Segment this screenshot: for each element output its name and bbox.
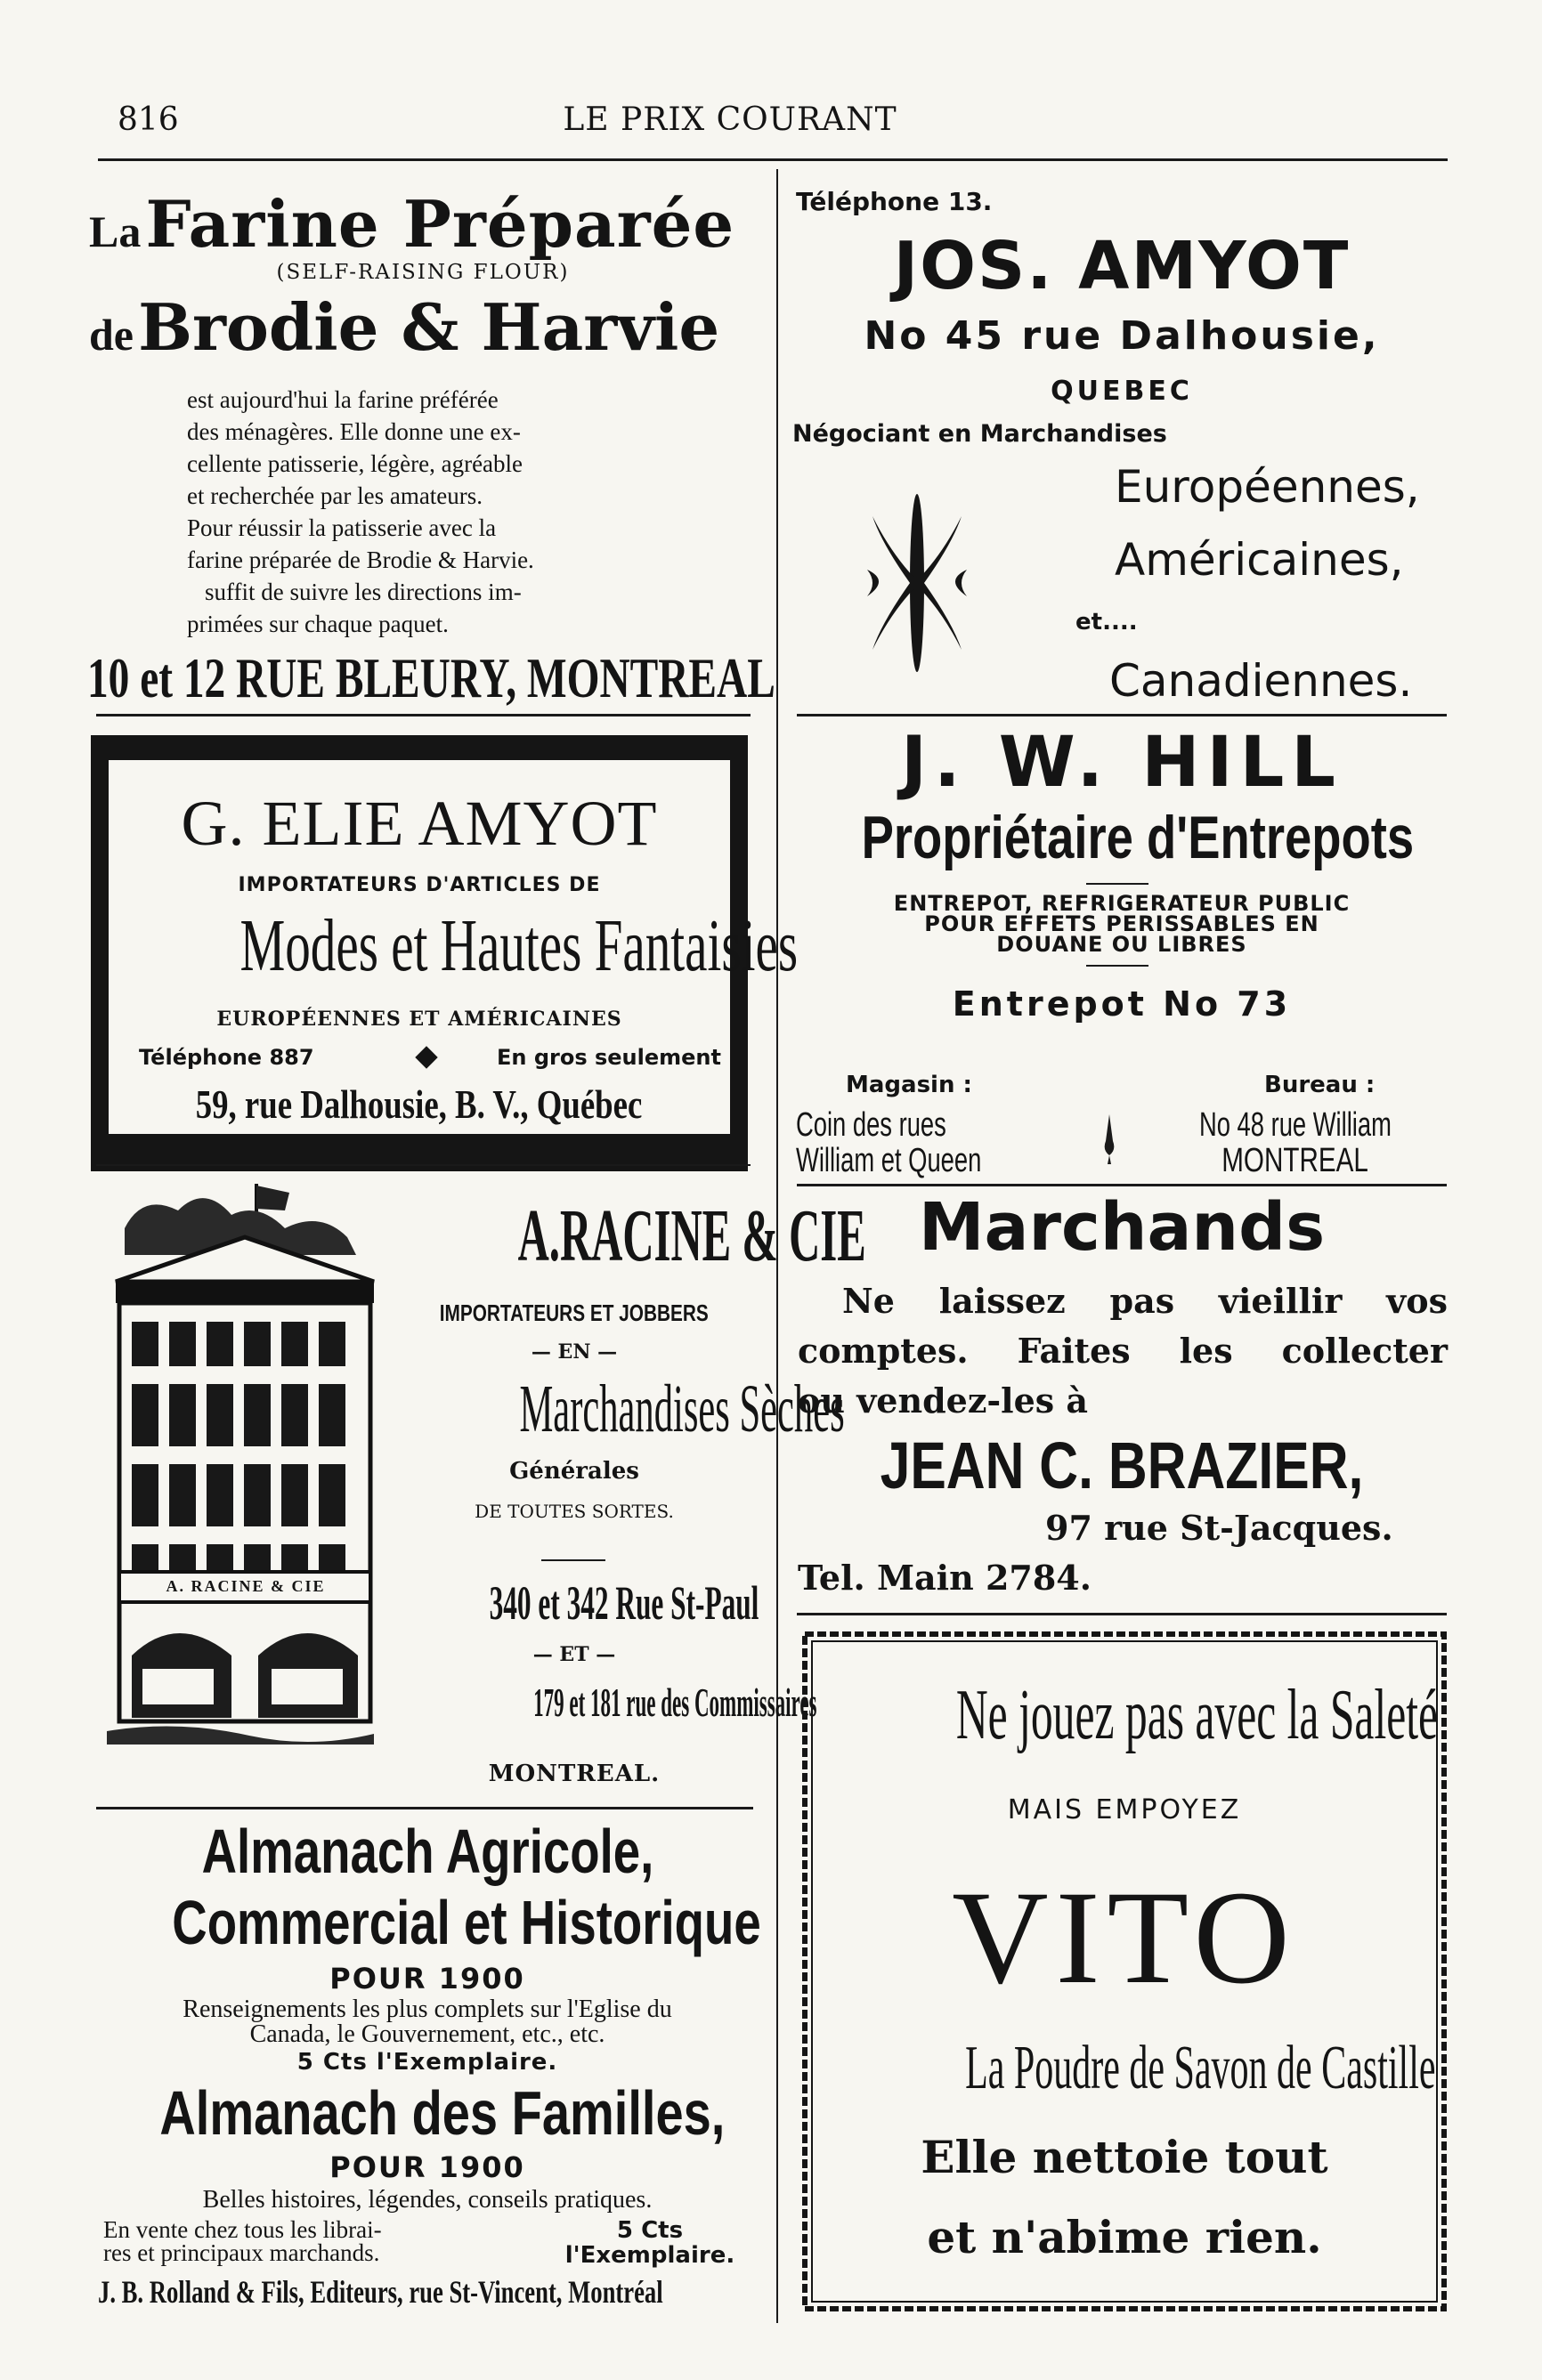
hill-rule bbox=[797, 1184, 1447, 1186]
elie-title: Modes et Hautes Fantaisies bbox=[239, 904, 799, 987]
hill-entrepot: Entrepot No 73 bbox=[952, 984, 1292, 1024]
racine-sortes: DE TOUTES SORTES. bbox=[475, 1501, 674, 1522]
racine-address1: 340 et 342 Rue St-Paul bbox=[489, 1576, 759, 1630]
racine-name: A.RACINE & CIE bbox=[517, 1194, 866, 1277]
page-number: 816 bbox=[118, 101, 179, 138]
diamond-icon bbox=[415, 1046, 437, 1068]
vito-product: La Poudre de Savon de Castille bbox=[965, 2034, 1436, 2102]
almanach-desc2: Belles histoires, légendes, conseils pratiques. bbox=[202, 2186, 653, 2214]
vito-mais: MAIS EMPOYEZ bbox=[1007, 1794, 1242, 1825]
almanach-title2: Commercial et Historique bbox=[172, 1888, 761, 1957]
jos-address: No 45 rue Dalhousie, bbox=[864, 313, 1380, 359]
racine-small-rule bbox=[541, 1559, 605, 1561]
hill-title: Propriétaire d'Entrepots bbox=[861, 804, 1415, 871]
racine-city: MONTREAL. bbox=[488, 1761, 661, 1787]
almanach-price1: 5 Cts l'Exemplaire. bbox=[296, 2049, 558, 2076]
vito-brand: VITO bbox=[952, 1864, 1297, 2012]
almanach-pour1: POUR 1900 bbox=[329, 1962, 525, 1995]
brodie-title: Farine Préparée bbox=[145, 186, 735, 262]
jos-rule bbox=[797, 714, 1447, 716]
brazier-rule bbox=[797, 1613, 1447, 1615]
brazier-name: JEAN C. BRAZIER, bbox=[880, 1429, 1364, 1502]
hill-bureau-label: Bureau : bbox=[1264, 1072, 1376, 1098]
almanach-sale: En vente chez tous les librai- res et principaux marchands. bbox=[103, 2216, 382, 2266]
brazier-title: Marchands bbox=[918, 1189, 1326, 1266]
journal-title: LE PRIX COURANT bbox=[563, 101, 897, 138]
jos-ad bbox=[792, 178, 1451, 712]
brodie-la: La bbox=[89, 206, 142, 256]
hill-name: J. W. HILL bbox=[901, 723, 1343, 803]
racine-line1: IMPORTATEURS ET JOBBERS bbox=[439, 1299, 709, 1326]
jos-etc: et.... bbox=[1075, 609, 1138, 635]
jos-canada: Canadiennes. bbox=[1109, 655, 1413, 707]
hill-magasin: Coin des rues William et Queen bbox=[796, 1106, 982, 1179]
brodie-de: de bbox=[89, 310, 134, 360]
almanach-title1: Almanach Agricole, bbox=[201, 1817, 653, 1886]
elie-line2: EUROPÉENNES ET AMÉRICAINES bbox=[216, 1008, 622, 1031]
brodie-rule bbox=[96, 714, 751, 716]
racine-address2: 179 et 181 rue des Commissaires bbox=[533, 1680, 817, 1725]
almanach-pour2: POUR 1900 bbox=[329, 2150, 525, 2184]
racine-building-illustration bbox=[107, 1175, 383, 1771]
brazier-phone: Tel. Main 2784. bbox=[798, 1558, 1092, 1598]
brodie-brand: Brodie & Harvie bbox=[138, 289, 720, 365]
hill-small-rule-2 bbox=[1086, 965, 1148, 967]
racine-et: — ET — bbox=[532, 1643, 616, 1666]
brodie-address: 10 et 12 RUE BLEURY, MONTREAL bbox=[87, 646, 775, 709]
hill-bureau: No 48 rue William MONTREAL bbox=[1199, 1106, 1392, 1179]
elie-address: 59, rue Dalhousie, B. V., Québec bbox=[196, 1081, 643, 1127]
vito-tag1: Elle nettoie tout bbox=[921, 2131, 1328, 2183]
hill-ad bbox=[792, 717, 1451, 1189]
racine-generales: Générales bbox=[509, 1458, 639, 1485]
racine-title: Marchandises Sèches bbox=[519, 1372, 845, 1446]
hill-small-rule bbox=[1086, 883, 1148, 885]
vito-tag2: et n'abime rien. bbox=[927, 2211, 1322, 2263]
elie-ad bbox=[91, 735, 799, 1171]
brazier-body: Ne laissez pas vieillir vos comptes. Faites les collecter ou vendez-les à bbox=[798, 1281, 1448, 1421]
brodie-ad bbox=[87, 174, 775, 709]
jos-europe: Européennes, bbox=[1115, 461, 1420, 513]
ornament-icon bbox=[864, 481, 970, 685]
almanach-ad bbox=[89, 1812, 766, 2328]
header-rule bbox=[98, 158, 1448, 161]
brazier-address: 97 rue St-Jacques. bbox=[1045, 1508, 1393, 1548]
elie-wholesale: En gros seulement bbox=[497, 1045, 721, 1070]
jos-trade: Négociant en Marchandises bbox=[792, 420, 1167, 448]
hill-magasin-label: Magasin : bbox=[846, 1072, 972, 1098]
racine-ad bbox=[392, 1175, 866, 1798]
jos-name: JOS. AMYOT bbox=[893, 228, 1351, 304]
hand-pointer-icon bbox=[1100, 1114, 1118, 1164]
jos-city: QUEBEC bbox=[1051, 376, 1193, 407]
hill-desc: ENTREPOT, REFRIGERATEUR PUBLIC POUR EFFETS PERISSABLES EN DOUANE OU LIBRES bbox=[893, 891, 1351, 957]
jos-america: Américaines, bbox=[1115, 534, 1404, 586]
elie-rule bbox=[96, 1164, 751, 1166]
racine-en: — EN — bbox=[531, 1340, 618, 1364]
vito-headline: Ne jouez pas avec la Saleté bbox=[955, 1676, 1439, 1754]
brodie-body: est aujourd'hui la farine préférée des ménagères. Elle donne une ex- cellente patisserie, légère, agréable et recherchée par les amateurs. Pour réussir la patisserie avec la farine préparée de Brodie & Harvie. suffit de suivre les directions im- primées sur chaque paquet. bbox=[187, 386, 534, 637]
racine-building-sign: A. RACINE & CIE bbox=[166, 1577, 326, 1595]
almanach-publisher: J. B. Rolland & Fils, Editeurs, rue St-Vincent, Montréal bbox=[98, 2274, 663, 2310]
vito-ad bbox=[799, 1629, 1449, 2314]
almanach-title3: Almanach des Familles, bbox=[159, 2078, 726, 2148]
almanach-desc1: Renseignements les plus complets sur l'Eglise du Canada, le Gouvernement, etc., etc. bbox=[183, 1995, 672, 2048]
brodie-subtitle: (SELF-RAISING FLOUR) bbox=[276, 261, 570, 284]
jos-phone: Téléphone 13. bbox=[796, 187, 993, 216]
brazier-ad bbox=[792, 1189, 1451, 1616]
elie-name: G. ELIE AMYOT bbox=[181, 788, 658, 859]
elie-line1: IMPORTATEURS D'ARTICLES DE bbox=[238, 874, 601, 896]
racine-rule bbox=[96, 1807, 753, 1809]
elie-phone: Téléphone 887 bbox=[139, 1045, 314, 1070]
almanach-price2: 5 Cts l'Exemplaire. bbox=[564, 2217, 735, 2269]
